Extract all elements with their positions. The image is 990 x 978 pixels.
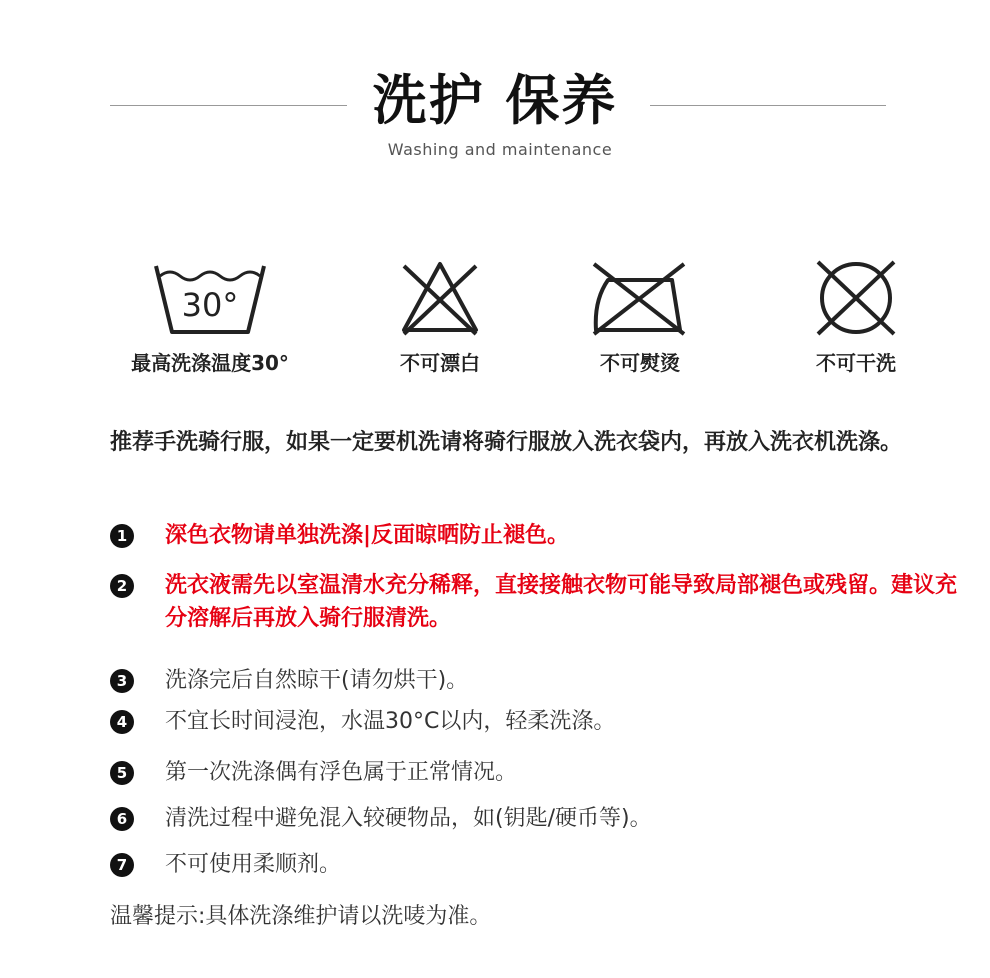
tip-text: 温馨提示:具体洗涤维护请以洗唛为准。: [110, 904, 492, 929]
page-subtitle: Washing and maintenance: [387, 140, 613, 159]
care-item-7: [110, 848, 970, 881]
care-item-text: 洗涤完后自然晾干(请勿烘干)。: [165, 668, 469, 693]
no-bleach-icon: [380, 258, 500, 338]
care-label-wash: 最高洗涤温度30°: [131, 351, 289, 375]
care-item-5: [110, 756, 970, 789]
care-item-4: [110, 705, 970, 738]
care-icon-no-dry-clean: [756, 258, 956, 376]
care-item-6: [110, 802, 970, 835]
care-item-2: [110, 569, 970, 635]
care-icon-no-bleach: [340, 258, 540, 376]
care-item-3: [110, 664, 970, 697]
bullet-number: 2: [110, 574, 134, 598]
care-item-text: 不可使用柔顺剂。: [165, 852, 342, 877]
no-iron-icon: [580, 258, 700, 338]
care-item-text: 第一次洗涤偶有浮色属于正常情况。: [165, 760, 518, 785]
care-label-no-bleach: 不可漂白: [400, 351, 480, 375]
bullet-number: 7: [110, 853, 134, 877]
bullet-number: 4: [110, 710, 134, 734]
wash-temp-text: 30°: [181, 286, 239, 324]
no-dry-clean-icon: [796, 258, 916, 338]
care-icon-wash-30: [110, 258, 310, 376]
bullet-number: 6: [110, 807, 134, 831]
wash-30-icon: [150, 258, 270, 338]
care-item-text: 清洗过程中避免混入较硬物品，如(钥匙/硬币等)。: [165, 806, 652, 831]
care-icon-no-iron: [540, 258, 740, 376]
care-item-text: 洗衣液需先以室温清水充分稀释，直接接触衣物可能导致局部褪色或残留。建议充分溶解后再放入骑行服清洗。: [165, 573, 958, 631]
title-divider-right: [650, 105, 886, 106]
bullet-number: 5: [110, 761, 134, 785]
intro-text: 推荐手洗骑行服，如果一定要机洗请将骑行服放入洗衣袋内，再放入洗衣机洗涤。: [110, 430, 903, 455]
care-label-no-iron: 不可熨烫: [600, 351, 680, 375]
page-title: 洗护 保养: [372, 69, 618, 132]
care-item-text: 不宜长时间浸泡，水温30°C以内，轻柔洗涤。: [165, 709, 616, 734]
care-label-no-dry-clean: 不可干洗: [816, 351, 896, 375]
bullet-number: 3: [110, 669, 134, 693]
bullet-number: 1: [110, 524, 134, 548]
care-item-1: [110, 519, 970, 552]
care-item-text: 深色衣物请单独洗涤|反面晾晒防止褪色。: [165, 523, 570, 548]
